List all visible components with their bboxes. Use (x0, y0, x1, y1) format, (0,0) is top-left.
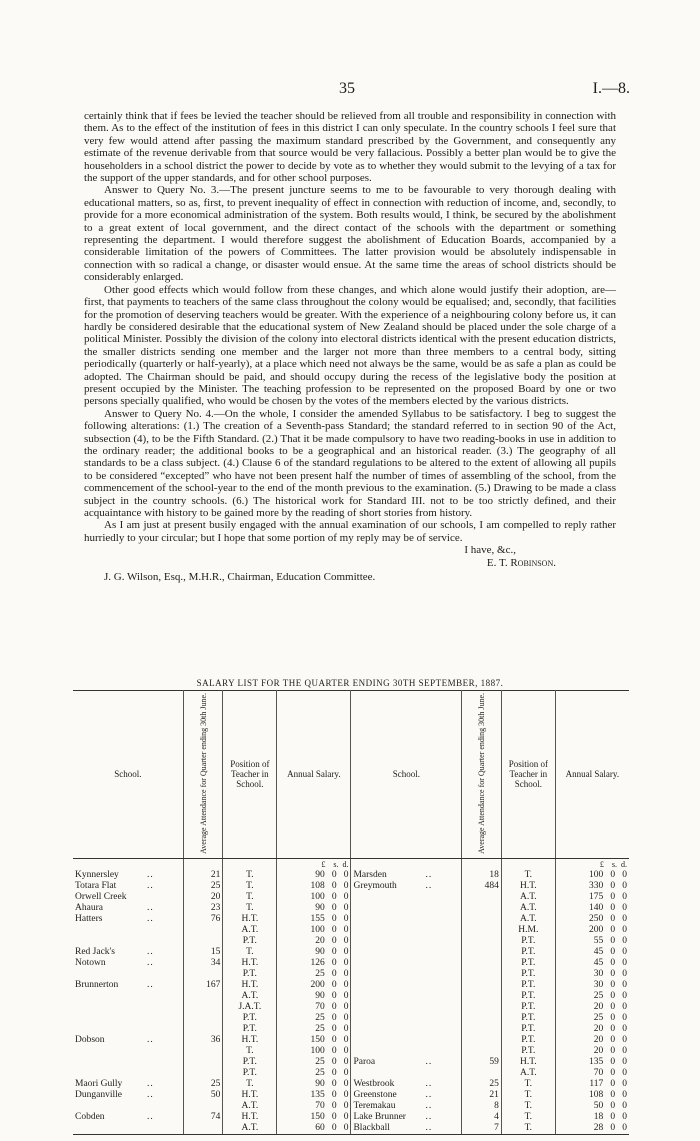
salary-cell: 70 0 0 (277, 1002, 351, 1013)
table-row (73, 1024, 629, 1035)
school-cell (351, 1024, 462, 1035)
school-cell (73, 1123, 183, 1135)
position-cell: H.T. (501, 881, 555, 892)
salary-cell: 100 0 0 (277, 892, 351, 903)
attendance-cell: 25 (183, 1079, 223, 1090)
salary-units: £ s. d. (599, 859, 627, 869)
table-row (73, 1112, 629, 1123)
school-cell (351, 925, 462, 936)
table-row (73, 1002, 629, 1013)
position-cell: A.T. (501, 892, 555, 903)
attendance-cell (183, 1013, 223, 1024)
salary-cell: 330 0 0 (589, 880, 627, 891)
salary-cell: 25 0 0 (277, 969, 351, 980)
table-header-row (73, 691, 629, 859)
attendance-cell: 50 (183, 1090, 223, 1101)
school-cell (351, 947, 462, 958)
paragraph: As I am just at present busily engaged with the annual examination of our schools, I am compelled to reply rather hurriedly to your circular; but I hope that some portion of my reply may be of service. (84, 519, 616, 544)
table-row (73, 1057, 629, 1068)
attendance-cell (462, 969, 502, 980)
school-cell (351, 958, 462, 969)
position-cell: H.T. (223, 1035, 277, 1046)
attendance-cell (462, 1002, 502, 1013)
paragraph: Answer to Query No. 3.—The present juncture seems to me to be favourable to very thorough dealing with educational matters, so as, first, to prevent inequality of effect in connection with reduction of income, and, secondly, to provide for a more economical administration of the system. Both results would, I think, be secured by the abolishment to a great extent of local government, and the direct contact of the schools with the department or something representing the department. I would therefore suggest the abolishment of Education Boards, accompanied by a considerable limitation of the powers of Committees. The latter provision would be absolutely indispensable in connection with so radical a change, or disaster would ensue. At the same time the areas of school districts should be considerably enlarged. (84, 184, 616, 284)
header-position: Position of Teacher in School. (501, 691, 555, 859)
attendance-cell (462, 1068, 502, 1079)
salary-cell: 20 0 0 (593, 1023, 627, 1034)
school-cell (73, 1068, 183, 1079)
school-cell (73, 936, 183, 947)
position-cell: P.T. (501, 1013, 555, 1024)
position-cell: T. (223, 870, 277, 881)
salary-cell: 135 0 0 (277, 1090, 351, 1101)
school-cell: Orwell Creek (73, 892, 183, 903)
attendance-cell (462, 991, 502, 1002)
salary-cell: 25 0 0 (277, 1013, 351, 1024)
table-row (73, 1090, 629, 1101)
school-cell: Marsden .. (351, 870, 462, 881)
salary-cell: 90 0 0 (277, 1079, 351, 1090)
salary-cell: 126 0 0 (277, 958, 351, 969)
salary-cell: 50 0 0 (593, 1100, 627, 1111)
table-row (73, 991, 629, 1002)
school-cell (73, 991, 183, 1002)
attendance-cell (462, 1035, 502, 1046)
school-cell: Totara Flat .. (73, 881, 183, 892)
school-cell: Dobson .. (73, 1035, 183, 1046)
salary-table (73, 690, 629, 1135)
addressee: J. G. Wilson, Esq., M.H.R., Chairman, Education Committee. (104, 571, 376, 584)
table-row (73, 892, 629, 903)
letter-body (84, 110, 616, 583)
school-cell (351, 1035, 462, 1046)
school-cell (351, 936, 462, 947)
school-cell: Lake Brunner .. (351, 1112, 462, 1123)
salary-cell: 55 0 0 (593, 935, 627, 946)
salary-cell: 25 0 0 (277, 1057, 351, 1068)
school-cell: Red Jack's .. (73, 947, 183, 958)
salary-cell: 175 0 0 (589, 891, 627, 902)
table-row (73, 903, 629, 914)
table-row (73, 958, 629, 969)
table-row (73, 1035, 629, 1046)
position-cell: T. (501, 870, 555, 881)
salary-cell: 117 0 0 (589, 1078, 627, 1089)
position-cell: H.T. (223, 914, 277, 925)
position-cell: P.T. (223, 1057, 277, 1068)
school-cell (73, 1046, 183, 1057)
position-cell: P.T. (501, 936, 555, 947)
salary-cell: 108 0 0 (589, 1089, 627, 1100)
attendance-cell (183, 1068, 223, 1079)
attendance-cell (462, 1046, 502, 1057)
school-cell (73, 969, 183, 980)
attendance-cell: 18 (462, 870, 502, 881)
signature-closing: I have, &c., (464, 544, 516, 557)
attendance-cell (183, 925, 223, 936)
position-cell: P.T. (223, 969, 277, 980)
salary-cell: 250 0 0 (589, 913, 627, 924)
salary-cell: 25 0 0 (593, 990, 627, 1001)
school-cell (73, 1002, 183, 1013)
attendance-cell: 36 (183, 1035, 223, 1046)
table-row (73, 980, 629, 991)
school-cell: Notown .. (73, 958, 183, 969)
position-cell: T. (223, 892, 277, 903)
table-row (73, 914, 629, 925)
attendance-cell: 167 (183, 980, 223, 991)
position-cell: P.T. (501, 947, 555, 958)
school-cell (351, 1068, 462, 1079)
position-cell: A.T. (501, 1068, 555, 1079)
position-cell: A.T. (223, 1123, 277, 1135)
salary-cell: 200 0 0 (277, 980, 351, 991)
paragraph: certainly think that if fees be levied the teacher should be relieved from all trouble and responsibility in connection with them. As to the effect of the institution of fees in this district I can only speculate. In the country schools I feel sure that very few would attend after passing the maximum standard prescribed by the Government, and consequently any estimate of the revenue derivable from that source would be very fallacious. Possibly a better plan would be to give the householders in a school district the power to decide by vote as to whether they would submit to the levying of a tax for the support of the upper standards, and for other school purposes. (84, 110, 616, 185)
attendance-cell: 21 (462, 1090, 502, 1101)
paragraph: Other good effects which would follow from these changes, and which alone would justify their adoption, are—first, that payments to teachers of the same class throughout the colony would be equalised; and, secondly, that facilities for the promotion of deserving teachers would be greater. With the experience of a neighbouring colony before us, it can hardly be considered desirable that the educational system of New Zealand should be placed under the sole charge of a political Minister. Possibly the division of the colony into electoral districts identical with the present education districts, the smaller districts sending one member and the larger not more than three members to a central body, sitting periodically (quarterly or half-yearly), at a place which need not always be the same, would be as safe a plan as could be adopted. The Chairman should be paid, and should occupy during the recess of the legislative body the position at present occupied by the Minister. The teaching profession to be represented on the proposed Board by one or two persons specially qualified, who would be chosen by the votes of the members elected by the various districts. (84, 283, 616, 408)
attendance-cell: 20 (183, 892, 223, 903)
position-cell: P.T. (223, 1068, 277, 1079)
table-row (73, 1068, 629, 1079)
attendance-cell: 23 (183, 903, 223, 914)
position-cell: H.T. (223, 1090, 277, 1101)
attendance-cell (462, 1024, 502, 1035)
table-body (73, 858, 629, 1134)
attendance-cell (183, 991, 223, 1002)
attendance-cell: 7 (462, 1123, 502, 1135)
salary-cell: 28 0 0 (555, 1123, 629, 1135)
position-cell: P.T. (501, 1046, 555, 1057)
header-attendance: Average Attendance for Quarter ending 30th June. (183, 691, 223, 859)
table-row (73, 1101, 629, 1112)
attendance-cell (462, 980, 502, 991)
position-cell: P.T. (501, 969, 555, 980)
position-cell: T. (501, 1112, 555, 1123)
salary-cell: 90 0 0 (277, 870, 351, 881)
attendance-cell: 15 (183, 947, 223, 958)
header-position: Position of Teacher in School. (223, 691, 277, 859)
attendance-cell (183, 1024, 223, 1035)
salary-cell: 140 0 0 (589, 902, 627, 913)
attendance-cell (183, 1123, 223, 1135)
position-cell: A.T. (223, 925, 277, 936)
school-cell (351, 991, 462, 1002)
position-cell: P.T. (501, 958, 555, 969)
school-cell (351, 1002, 462, 1013)
table-row (73, 1013, 629, 1024)
table-row (73, 870, 629, 881)
position-cell: T. (501, 1123, 555, 1135)
table-row (73, 881, 629, 892)
salary-cell: 90 0 0 (277, 903, 351, 914)
salary-cell: 100 0 0 (589, 869, 627, 880)
attendance-cell: 25 (462, 1079, 502, 1090)
position-cell: T. (223, 947, 277, 958)
header-salary: Annual Salary. (277, 691, 351, 859)
table-row (73, 1079, 629, 1090)
school-cell (351, 969, 462, 980)
position-cell: A.T. (223, 991, 277, 1002)
units-row (73, 858, 629, 870)
position-cell: J.A.T. (223, 1002, 277, 1013)
position-cell: P.T. (223, 936, 277, 947)
header-attendance: Average Attendance for Quarter ending 30th June. (462, 691, 502, 859)
page-header (0, 80, 700, 100)
school-cell: Teremakau .. (351, 1101, 462, 1112)
salary-cell: 30 0 0 (593, 979, 627, 990)
position-cell: P.T. (501, 1035, 555, 1046)
salary-cell: 20 0 0 (277, 936, 351, 947)
salary-cell: 20 0 0 (593, 1001, 627, 1012)
school-cell (351, 980, 462, 991)
table-row (73, 1046, 629, 1057)
table-row (73, 925, 629, 936)
position-cell: T. (223, 1046, 277, 1057)
position-cell: P.T. (223, 1013, 277, 1024)
school-cell: Maori Gully .. (73, 1079, 183, 1090)
salary-cell: 150 0 0 (277, 1035, 351, 1046)
salary-cell: 70 0 0 (593, 1067, 627, 1078)
attendance-cell (462, 936, 502, 947)
position-cell: A.T. (501, 914, 555, 925)
school-cell (351, 892, 462, 903)
attendance-cell: 4 (462, 1112, 502, 1123)
table-row (73, 936, 629, 947)
document-reference: I.—8. (592, 80, 630, 97)
school-cell: Paroa .. (351, 1057, 462, 1068)
header-salary: Annual Salary. (555, 691, 629, 859)
position-cell: H.T. (223, 980, 277, 991)
school-cell: Hatters .. (73, 914, 183, 925)
table-title: SALARY LIST FOR THE QUARTER ENDING 30TH SEPTEMBER, 1887. (196, 678, 504, 688)
attendance-cell (462, 903, 502, 914)
salary-cell: 150 0 0 (277, 1112, 351, 1123)
salary-cell: 25 0 0 (277, 1024, 351, 1035)
attendance-cell: 59 (462, 1057, 502, 1068)
position-cell: A.T. (223, 1101, 277, 1112)
salary-cell: 60 0 0 (277, 1123, 351, 1135)
school-cell: Greymouth .. (351, 881, 462, 892)
salary-cell: 108 0 0 (277, 881, 351, 892)
school-cell (351, 914, 462, 925)
attendance-cell: 74 (183, 1112, 223, 1123)
attendance-cell (462, 1013, 502, 1024)
school-cell: Brunnerton .. (73, 980, 183, 991)
school-cell (351, 1046, 462, 1057)
position-cell: P.T. (501, 991, 555, 1002)
salary-cell: 25 0 0 (277, 1068, 351, 1079)
attendance-cell (183, 1002, 223, 1013)
position-cell: A.T. (501, 903, 555, 914)
school-cell: Dunganville .. (73, 1090, 183, 1101)
attendance-cell: 25 (183, 881, 223, 892)
attendance-cell (183, 969, 223, 980)
attendance-cell (462, 914, 502, 925)
salary-cell: 20 0 0 (593, 1045, 627, 1056)
school-cell (73, 1013, 183, 1024)
attendance-cell (462, 947, 502, 958)
salary-units: £ s. d. (277, 858, 351, 870)
salary-cell: 200 0 0 (589, 924, 627, 935)
salary-cell: 45 0 0 (593, 946, 627, 957)
attendance-cell: 484 (462, 881, 502, 892)
position-cell: H.T. (223, 958, 277, 969)
salary-cell: 100 0 0 (277, 925, 351, 936)
position-cell: T. (223, 1079, 277, 1090)
page-number: 35 (339, 80, 355, 97)
attendance-cell (183, 1057, 223, 1068)
paragraph: Answer to Query No. 4.—On the whole, I consider the amended Syllabus to be satisfactory. I beg to suggest the following alterations: (1.) The creation of a Seventh-pass Standard; the standard referred to in section 90 of the Act, subsection (4), to be the Fifth Standard. (2.) That it be made compulsory to have two reading-books in use in addition to the ordinary reader; the additional books to be a geographical and an historical reader. (3.) The geography of all standards to be a class subject. (4.) Clause 6 of the standard regulations to be altered to the extent of allowing all pupils to be considered “excepted” who have not been present half the number of times of assembling of the school, from the commencement of the school-year to the end of the month previous to the examination. (5.) Drawing to be made a class subject in the country schools. (6.) The historical work for Standard III. not to be too strictly defined, and their acquaintance with history to be gained more by the reading of short stories from history. (84, 407, 616, 519)
position-cell: H.M. (501, 925, 555, 936)
school-cell (73, 1101, 183, 1112)
salary-cell: 90 0 0 (277, 991, 351, 1002)
position-cell: P.T. (223, 1024, 277, 1035)
attendance-cell (462, 892, 502, 903)
header-school: School. (351, 691, 462, 859)
header-school: School. (73, 691, 183, 859)
attendance-cell: 8 (462, 1101, 502, 1112)
school-cell (73, 1024, 183, 1035)
attendance-cell: 21 (183, 870, 223, 881)
salary-cell: 155 0 0 (277, 914, 351, 925)
salary-cell: 70 0 0 (277, 1101, 351, 1112)
salary-cell: 45 0 0 (593, 957, 627, 968)
salary-cell: 100 0 0 (277, 1046, 351, 1057)
table-row (73, 947, 629, 958)
attendance-cell (183, 1046, 223, 1057)
salary-cell: 90 0 0 (277, 947, 351, 958)
table-row (73, 969, 629, 980)
school-cell (351, 903, 462, 914)
signature-name: E. T. Robinson. (486, 556, 556, 569)
school-cell (73, 1057, 183, 1068)
position-cell: T. (501, 1101, 555, 1112)
salary-cell: 18 0 0 (593, 1111, 627, 1122)
school-cell: Westbrook .. (351, 1079, 462, 1090)
school-cell (351, 1013, 462, 1024)
position-cell: T. (223, 903, 277, 914)
position-cell: T. (501, 1090, 555, 1101)
position-cell: H.T. (223, 1112, 277, 1123)
table-row (73, 1123, 629, 1135)
attendance-cell: 76 (183, 914, 223, 925)
attendance-cell (183, 936, 223, 947)
attendance-cell (183, 1101, 223, 1112)
school-cell: Kynnersley .. (73, 870, 183, 881)
attendance-cell (462, 958, 502, 969)
school-cell: Ahaura .. (73, 903, 183, 914)
position-cell: T. (501, 1079, 555, 1090)
salary-cell: 20 0 0 (593, 1034, 627, 1045)
salary-cell: 30 0 0 (593, 968, 627, 979)
attendance-cell (462, 925, 502, 936)
school-cell: Blackball .. (351, 1123, 462, 1135)
position-cell: P.T. (501, 1002, 555, 1013)
position-cell: P.T. (501, 980, 555, 991)
school-cell: Greenstone .. (351, 1090, 462, 1101)
salary-cell: 135 0 0 (589, 1056, 627, 1067)
position-cell: T. (223, 881, 277, 892)
position-cell: H.T. (501, 1057, 555, 1068)
attendance-cell: 34 (183, 958, 223, 969)
position-cell: P.T. (501, 1024, 555, 1035)
school-cell: Cobden .. (73, 1112, 183, 1123)
school-cell (73, 925, 183, 936)
salary-cell: 25 0 0 (593, 1012, 627, 1023)
